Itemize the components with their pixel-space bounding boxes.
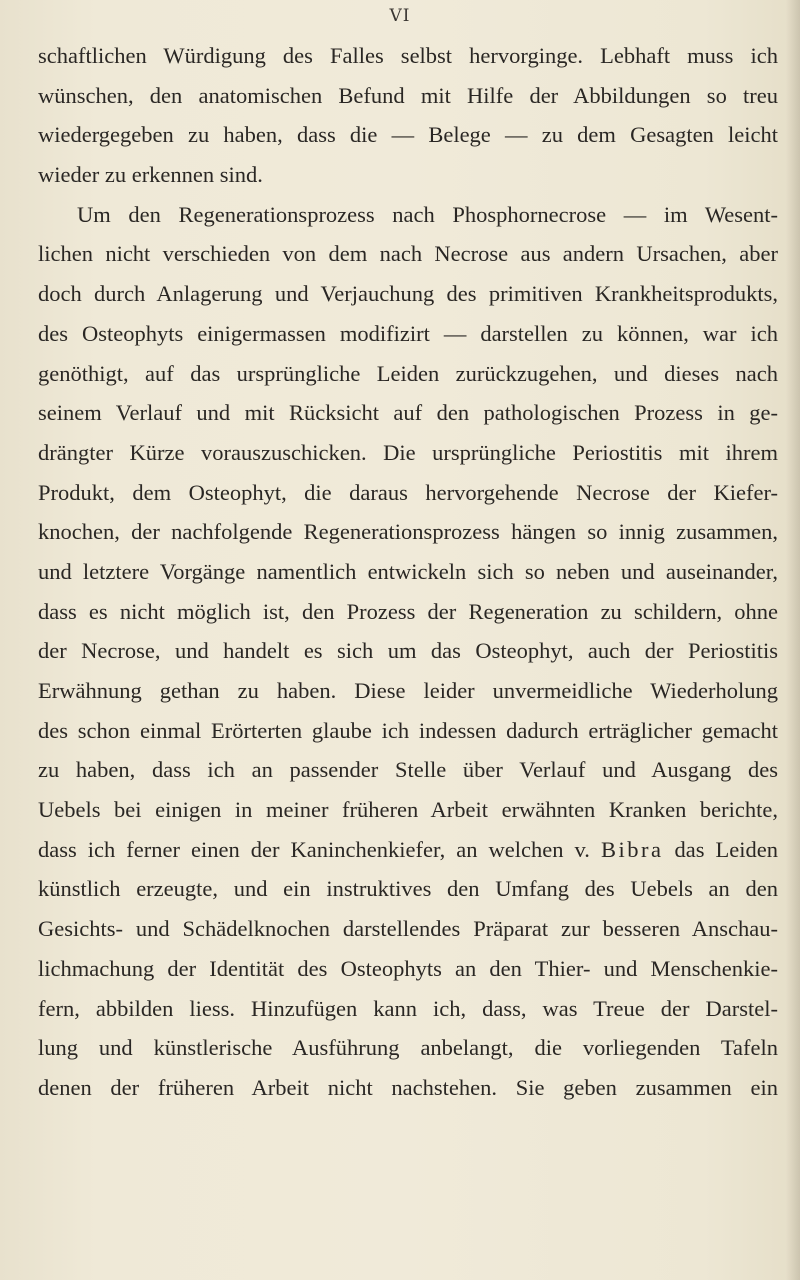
text-line: des schon einmal Erörterten glaube ich indessen dadurch erträglicher gemacht (38, 717, 778, 743)
text-line: und letztere Vorgänge namentlich entwickeln sich so neben und auseinander, (38, 558, 778, 584)
text-line: des Osteophyts einigermassen modifizirt — darstellen zu können, war ich (38, 320, 778, 346)
text-line: Um den Regenerationsprozess nach Phosphornecrose — im Wesent- (77, 201, 778, 227)
text-line: lichmachung der Identität des Osteophyts an den Thier- und Menschenkie- (38, 955, 778, 981)
text-line: seinem Verlauf und mit Rücksicht auf den pathologischen Prozess in ge- (38, 400, 778, 426)
body-text (38, 36, 778, 1108)
text-line: lichen nicht verschieden von dem nach Necrose aus andern Ursachen, aber (38, 241, 778, 267)
text-line: zu haben, dass ich an passender Stelle über Verlauf und Ausgang des (38, 757, 778, 783)
text-line: genöthigt, auf das ursprüngliche Leiden zurückzugehen, und dieses nach (38, 360, 778, 386)
page-edge-shadow (786, 0, 800, 1280)
text-segment: das Leiden (663, 836, 778, 862)
page-number: VI (389, 6, 411, 26)
text-line: wieder zu erkennen sind. (38, 162, 263, 188)
text-line: dass es nicht möglich ist, den Prozess der Regeneration zu schildern, ohne (38, 598, 778, 624)
text-line: denen der früheren Arbeit nicht nachstehen. Sie geben zusammen ein (38, 1074, 778, 1100)
text-line: künstlich erzeugte, und ein instruktives den Umfang des Uebels an den (38, 876, 778, 902)
text-line: wiedergegeben zu haben, dass die — Belege — zu dem Gesagten leicht (38, 122, 778, 148)
text-line: Erwähnung gethan zu haben. Diese leider unvermeidliche Wiederholung (38, 678, 778, 703)
text-line: Produkt, dem Osteophyt, die daraus hervorgehende Necrose der Kiefer- (38, 479, 778, 505)
text-line (38, 830, 778, 870)
text-line: doch durch Anlagerung und Verjauchung des primitiven Krankheitsprodukts, (38, 281, 778, 307)
text-line: knochen, der nachfolgende Regenerationsprozess hängen so innig zusammen, (38, 519, 778, 545)
text-line: lung und künstlerische Ausführung anbelangt, die vorliegenden Tafeln (38, 1035, 778, 1061)
text-segment: dass ich ferner einen der Kaninchenkiefer, an welchen v. (38, 836, 601, 862)
spaced-author-name: Bibra (600, 836, 664, 862)
text-line: drängter Kürze vorauszuschicken. Die ursprüngliche Periostitis mit ihrem (38, 439, 778, 465)
text-line: schaftlichen Würdigung des Falles selbst hervorginge. Lebhaft muss ich (38, 43, 778, 68)
text-line: Uebels bei einigen in meiner früheren Arbeit erwähnten Kranken berichte, (38, 797, 778, 823)
text-line: Gesichts- und Schädelknochen darstellendes Präparat zur besseren Anschau- (38, 916, 778, 942)
text-line: wünschen, den anatomischen Befund mit Hilfe der Abbildungen so treu (38, 82, 778, 108)
text-line: fern, abbilden liess. Hinzufügen kann ich, dass, was Treue der Darstel- (38, 995, 778, 1021)
text-line: der Necrose, und handelt es sich um das Osteophyt, auch der Periostitis (38, 638, 778, 664)
